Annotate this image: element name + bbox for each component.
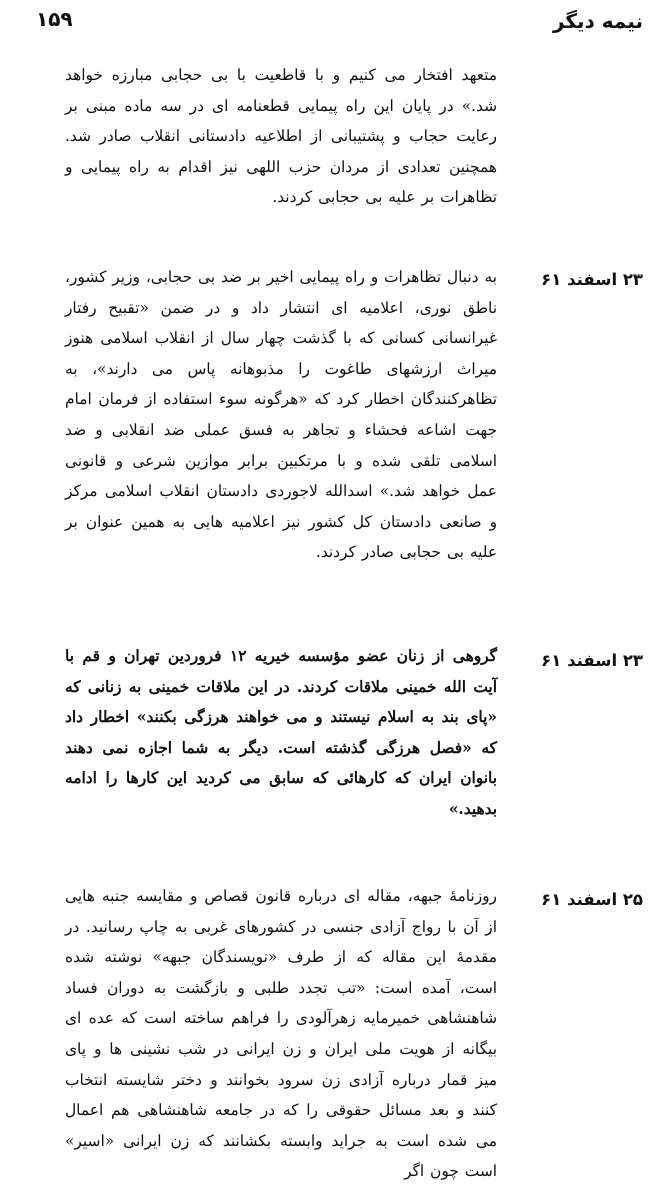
page-number: ۱۵۹: [36, 7, 73, 31]
entry-paragraph: گروهی از زنان عضو مؤسسه خیریه ۱۲ فروردین تهران و قم با آیت الله خمینی ملاقات کردند. در این ملاقات خمینی به زنانی که «پای بند به اسلام نیستند و می خواهند هرزگی بکنند» اخطار داد که «فصل هرزگی گذشته است. دیگر به شما اجازه نمی دهند بانوان ایران که کارهائی که سابق می کردید این کارها را ادامه بدهید.»: [65, 647, 497, 818]
continuation-paragraph: متعهد افتخار می کنیم و با قاطعیت با بی حجابی مبارزه خواهد شد.» در پایان این راه پیمایی قطعنامه ای در سه ماده مبنی بر رعایت حجاب و پشتیبانی از اطلاعیه دادستانی انقلاب صادر شد. همچنین تعدادی از مردان حزب اللهی نیز اقدام به راه پیمایی و تظاهرات بر علیه بی حجابی کردند.: [65, 66, 497, 207]
entry-date: ۲۳ اسفند ۶۱: [541, 270, 643, 289]
entry-paragraph: به دنبال تظاهرات و راه پیمایی اخیر بر ضد بی حجابی، وزیر کشور، ناطق نوری، اعلامیه ای انتشار داد و در ضمن «تقبیح رفتار غیرانسانی کسانی که با گذشت چهار سال از انقلاب اسلامی هنوز میراث ارزشهای طاغوت را مذبوهانه پاس می دارند»، به تظاهرکنندگان اخطار کرد که «هرگونه سوء استفاده از فرمان امام جهت اشاعه فحشاء و تجاهر به فسق عملی ضد انقلابی و ضد اسلامی تلقی شده و با مرتکبین برابر موازین شرعی و قانونی عمل خواهد شد.» اسدالله لاجوردی دادستان انقلاب اسلامی مرکز و صانعی دادستان کل کشور نیز اعلامیه هایی به همین عنوان بر علیه بی حجابی صادر کردند.: [65, 268, 497, 562]
running-head: نیمه دیگر: [552, 9, 643, 33]
entry-date: ۲۵ اسفند ۶۱: [541, 890, 643, 909]
entry-paragraph: روزنامهٔ جبهه، مقاله ای درباره قانون قصاص و مقایسه جنبه هایی از آن با رواج آزادی جنسی در کشورهای غربی به چاپ رسانید. در مقدمهٔ این مقاله که از طرف «نویسندگان جبهه» نوشته شده است، آمده است: «تب تجدد طلبی و بازگشت به دوران فساد شاهنشاهی خمیرمایه زهرآلودی را فراهم ساخته است که عده ای بیگانه از هویت ملی ایران و زن ایرانی در شب نشینی ها و پای میز قمار درباره آزادی زن سرود بخوانند و دختر شایسته انتخاب کنند و بعد مسائل حقوقی را که در جامعه شاهنشاهی هم اعمال می شده است به جراید وابسته بکشانند که زن ایرانی «اسیر» است چون اگر: [65, 887, 497, 1181]
entry-date: ۲۳ اسفند ۶۱: [541, 651, 643, 670]
